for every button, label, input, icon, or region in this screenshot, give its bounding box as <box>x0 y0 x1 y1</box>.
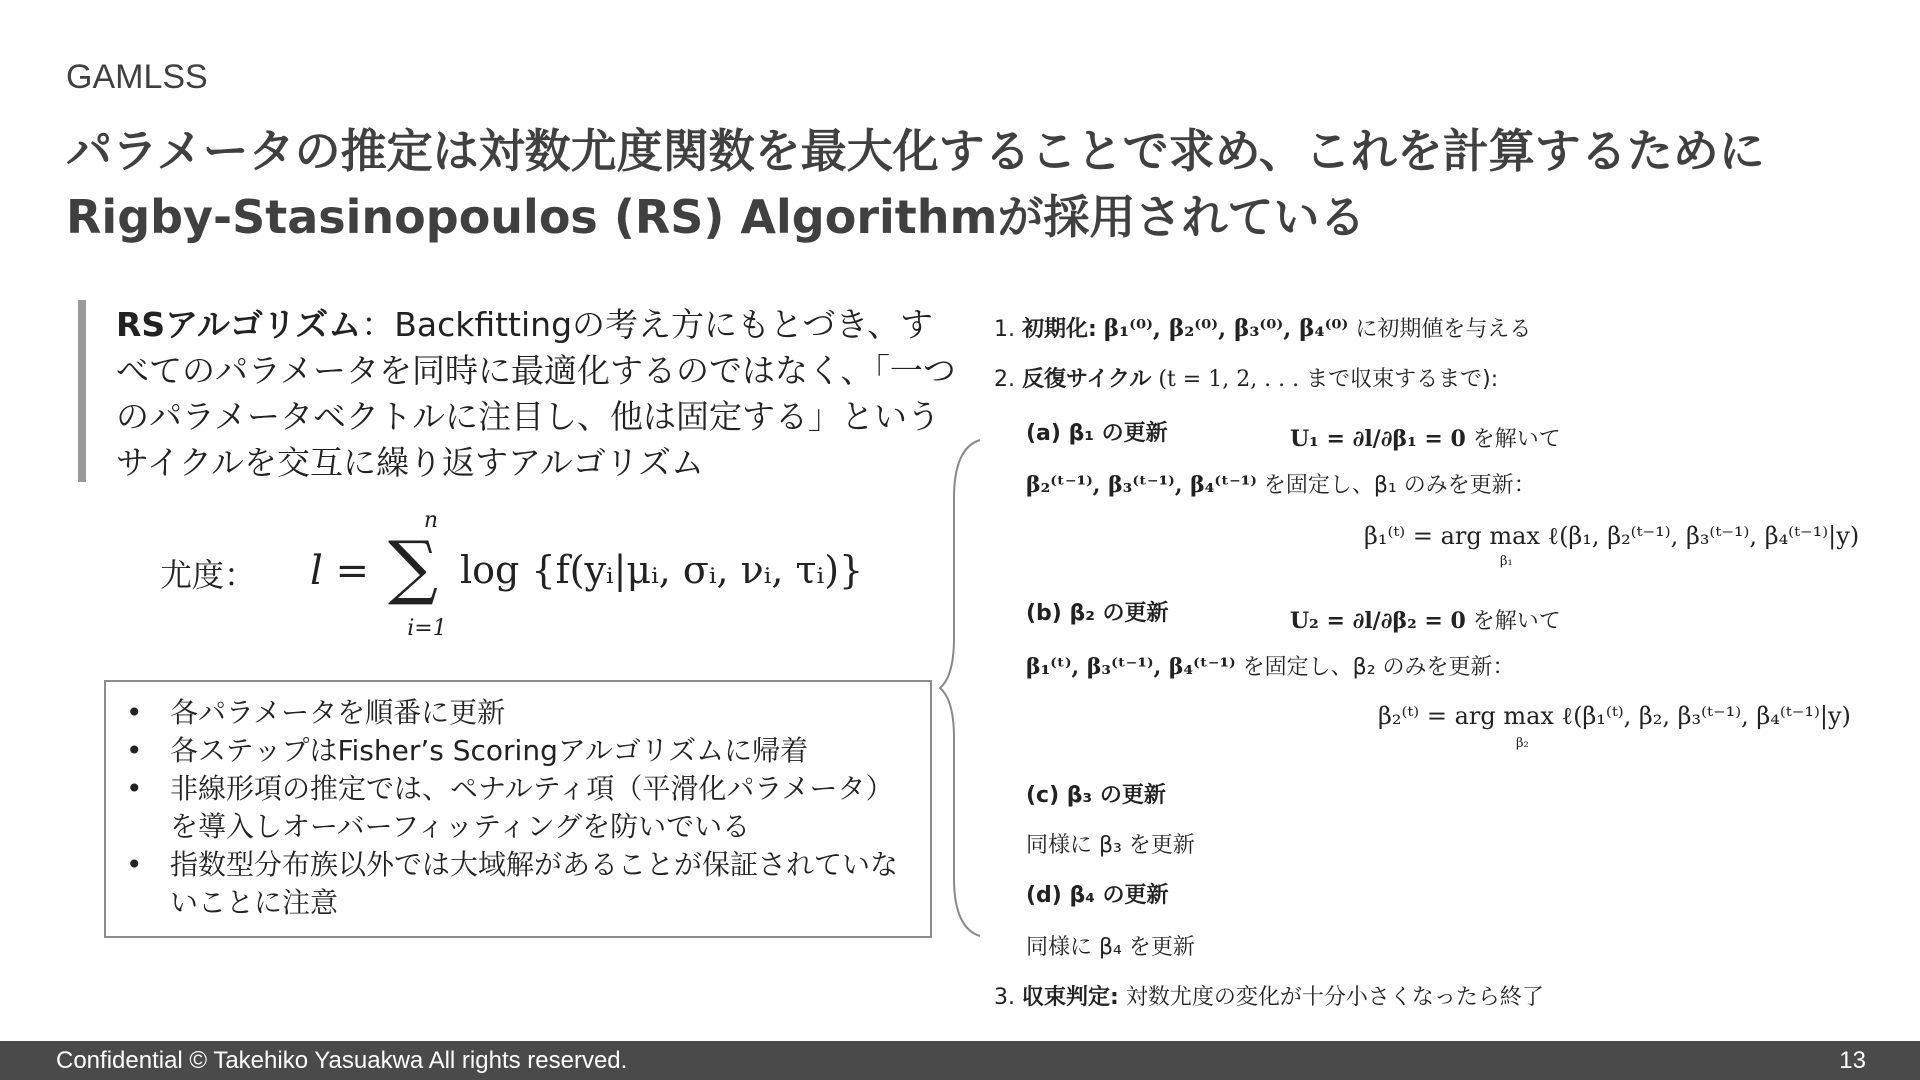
bullet-item: • 指数型分布族以外では大域解があることが保証されていないことに注意 <box>126 846 912 922</box>
curly-brace <box>936 438 986 938</box>
fixed-vars: β₂⁽ᵗ⁻¹⁾, β₃⁽ᵗ⁻¹⁾, β₄⁽ᵗ⁻¹⁾ <box>1026 472 1257 498</box>
step-title: 反復サイクル <box>1022 367 1152 392</box>
step-text: まで収束するまで): <box>1306 367 1499 392</box>
key-points-box <box>104 680 932 938</box>
step-1 <box>994 312 1531 343</box>
step-number: 3. <box>994 985 1015 1010</box>
score-equation: U₁ = ∂l/∂β₁ = 0 <box>1290 426 1466 452</box>
section-label: GAMLSS <box>66 58 208 96</box>
definition-term: RSアルゴリズム <box>116 305 362 344</box>
footer-bar <box>0 1041 1920 1080</box>
step-title: 初期化: <box>1022 317 1097 342</box>
substep-d-title: (d) β₄ の更新 <box>1026 883 1169 908</box>
substep-b-title: (b) β₂ の更新 <box>1026 601 1169 626</box>
step-2 <box>994 362 1498 393</box>
fixed-text: を固定し、β₂ のみを更新： <box>1242 655 1515 680</box>
substep-b-update: β₂⁽ᵗ⁾ = arg max ℓ(β₁⁽ᵗ⁾, β₂, β₃⁽ᵗ⁻¹⁾, β₄⁽ᵗ⁻¹⁾|y) <box>1378 702 1851 730</box>
argmax-subscript: β₂ <box>1516 736 1529 751</box>
sum-lower-limit: i=1 <box>407 616 447 641</box>
formula-lhs: l = <box>310 548 370 594</box>
step-number: 2. <box>994 367 1015 392</box>
bullet-item: • 各パラメータを順番に更新 <box>126 694 912 732</box>
substep-c-title: (c) β₃ の更新 <box>1026 783 1166 808</box>
step-vars: β₁⁽⁰⁾, β₂⁽⁰⁾, β₃⁽⁰⁾, β₄⁽⁰⁾ <box>1103 315 1349 342</box>
step-condition: (t = 1, 2, . . . <box>1158 367 1300 392</box>
score-equation: U₂ = ∂l/∂β₂ = 0 <box>1290 608 1466 634</box>
copyright-text: Confidential © Takehiko Yasuakwa All rights reserved. <box>56 1047 628 1074</box>
substep-a-score <box>1290 422 1561 453</box>
definition-text: ：Backfittingの考え方にもとづき、すべてのパラメータを同時に最適化するのではなく、「一つのパラメータベクトルに注目し、他は固定する」というサイクルを交互に繰り返すアルゴリズム <box>116 305 956 482</box>
quote-bar <box>78 300 86 482</box>
bullet-item: • 非線形項の推定では、ペナルティ項（平滑化パラメータ）を導入しオーバーフィッティングを防いでいる <box>126 770 912 846</box>
score-text: を解いて <box>1472 427 1561 452</box>
substep-b-score <box>1290 604 1561 635</box>
substep-a-fixed <box>1026 468 1536 499</box>
likelihood-formula <box>160 508 920 658</box>
substep-d-text: 同様に β₄ を更新 <box>1026 935 1195 960</box>
substep-b-fixed <box>1026 650 1515 681</box>
score-text: を解いて <box>1472 609 1561 634</box>
step-3 <box>994 980 1544 1011</box>
bullet-item: • 各ステップはFisher’s Scoringアルゴリズムに帰着 <box>126 732 912 770</box>
formula-rhs: log {f(yᵢ|μᵢ, σᵢ, νᵢ, τᵢ)} <box>460 548 864 592</box>
substep-a-update: β₁⁽ᵗ⁾ = arg max ℓ(β₁, β₂⁽ᵗ⁻¹⁾, β₃⁽ᵗ⁻¹⁾, β₄⁽ᵗ⁻¹⁾|y) <box>1364 522 1860 550</box>
substep-a-title: (a) β₁ の更新 <box>1026 421 1168 446</box>
step-text: 対数尤度の変化が十分小さくなったら終了 <box>1125 985 1544 1010</box>
step-text: に初期値を与える <box>1355 317 1532 342</box>
fixed-text: を固定し、β₁ のみを更新： <box>1263 473 1536 498</box>
likelihood-label: 尤度： <box>160 556 257 594</box>
sum-upper-limit: n <box>423 508 439 533</box>
step-number: 1. <box>994 317 1015 342</box>
step-title: 収束判定: <box>1022 985 1119 1010</box>
substep-c-text: 同様に β₃ を更新 <box>1026 833 1195 858</box>
slide-headline: パラメータの推定は対数尤度関数を最大化することで求め、これを計算するためにRigby-Stasinopoulos (RS) Algorithmが採用されている <box>66 124 1765 244</box>
fixed-vars: β₁⁽ᵗ⁾, β₃⁽ᵗ⁻¹⁾, β₄⁽ᵗ⁻¹⁾ <box>1026 654 1236 680</box>
argmax-subscript: β₁ <box>1500 554 1513 569</box>
summation-symbol: ∑ <box>388 526 438 608</box>
definition-quote <box>116 302 956 486</box>
page-number: 13 <box>1839 1047 1866 1074</box>
